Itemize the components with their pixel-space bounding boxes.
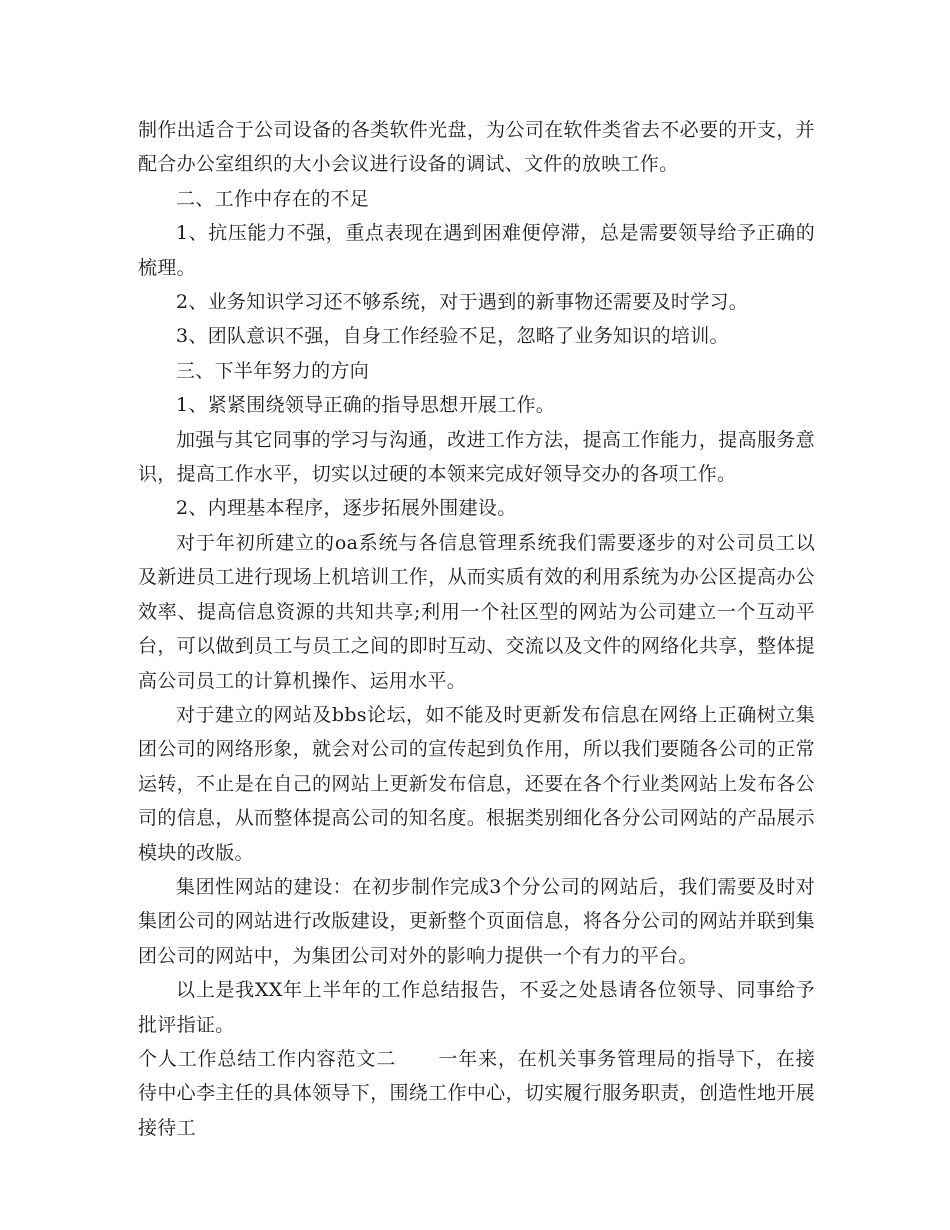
list-item: 1、紧紧围绕领导正确的指导思想开展工作。 <box>176 394 556 417</box>
paragraph-continuation: 制作出适合于公司设备的各类软件光盘，为公司在软件类省去不必要的开支，并配合办公室组织的大小会议进行设备的调试、文件的放映工作。 <box>138 119 815 176</box>
sample-title: 个人工作总结工作内容范文二 <box>138 1047 397 1070</box>
paragraph: 对于建立的网站及bbs论坛，如不能及时更新发布信息在网络上正确树立集团公司的网络形象，就会对公司的宣传起到负作用，所以我们要随各公司的正常运转，不止是在自己的网站上更新发布信息，还要在各个行业类网站上发布各公司的信息，从而整体提高公司的知名度。根据类别细化各分公司网站的产品展示模块的改版。 <box>138 703 815 864</box>
document-body <box>138 113 815 1145</box>
paragraph: 集团性网站的建设：在初步制作完成3个分公司的网站后，我们需要及时对集团公司的网站进行改版建设，更新整个页面信息，将各分公司的网站并联到集团公司的网站中，为集团公司对外的影响力提供一个有力的平台。 <box>138 875 815 967</box>
list-item: 2、业务知识学习还不够系统，对于遇到的新事物还需要及时学习。 <box>176 291 749 314</box>
section-heading-direction: 三、下半年努力的方向 <box>176 359 370 382</box>
list-item: 3、团队意识不强，自身工作经验不足，忽略了业务知识的培训。 <box>176 325 729 348</box>
paragraph: 对于年初所建立的oa系统与各信息管理系统我们需要逐步的对公司员工以及新进员工进行现场上机培训工作，从而实质有效的利用系统为办公区提高办公效率、提高信息资源的共知共享;利用一个社区型的网站为公司建立一个互动平台，可以做到员工与员工之间的即时互动、交流以及文件的网络化共享，整体提高公司员工的计算机操作、运用水平。 <box>138 531 815 692</box>
paragraph-second-sample <box>138 1042 815 1145</box>
list-item: 2、内理基本程序，逐步拓展外围建设。 <box>176 497 517 520</box>
sample-body: 一年来，在机关事务管理局的指导下，在接待中心李主任的具体领导下，围绕工作中心，切实履行服务职责，创造性地开展接待工 <box>138 1047 816 1139</box>
section-heading-shortcomings: 二、工作中存在的不足 <box>176 187 370 210</box>
paragraph: 加强与其它同事的学习与沟通，改进工作方法，提高工作能力，提高服务意识，提高工作水平，切实以过硬的本领来完成好领导交办的各项工作。 <box>138 428 815 486</box>
paragraph-closing: 以上是我XX年上半年的工作总结报告，不妥之处恳请各位领导、同事给予批评指证。 <box>138 979 815 1036</box>
list-item: 1、抗压能力不强，重点表现在遇到困难便停滞，总是需要领导给予正确的梳理。 <box>138 222 815 279</box>
